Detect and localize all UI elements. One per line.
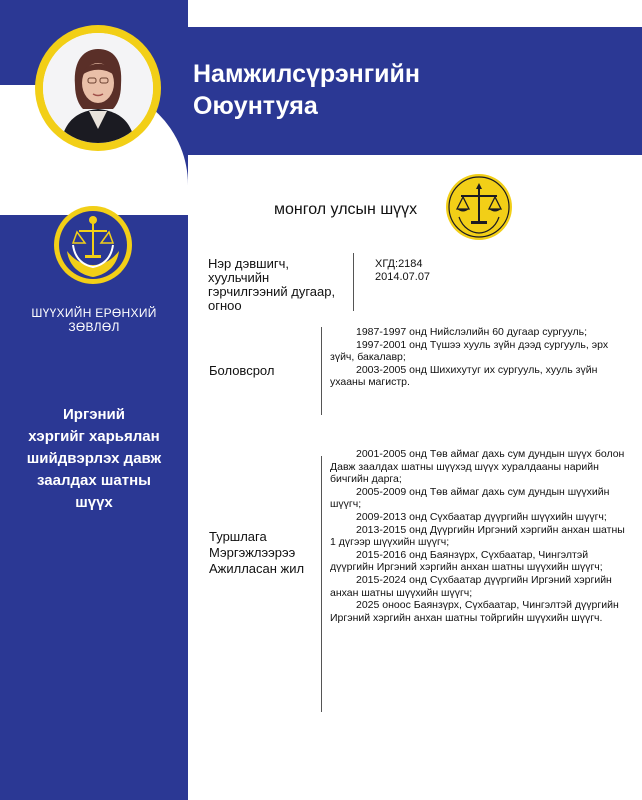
experience-item: 2015-2016 онд Баянзүрх, Сүхбаатар, Чингэлтэй дүүргийн Иргэний хэргийн анхан шатны шүүхийн шүүгч; bbox=[330, 548, 603, 574]
org-name-line-1: ШҮҮХИЙН ЕРӨНХИЙ bbox=[31, 306, 157, 320]
judge-photo bbox=[43, 33, 153, 143]
experience-item: 2001-2005 онд Төв аймаг дахь сум дундын шүүх болон Давж заалдах шатны шүүхэд шүүх хуралдааны нарийн бичгийн дарга; bbox=[330, 448, 625, 486]
education-divider bbox=[321, 327, 322, 415]
education-label: Боловсрол bbox=[209, 363, 275, 378]
experience-item: 2005-2009 онд Төв аймаг дахь сум дундын шүүхийн шүүгч; bbox=[330, 485, 610, 511]
experience-label-line-2: Мэргэжлээрээ bbox=[209, 545, 296, 560]
name-line-2: Оюунтуяа bbox=[193, 92, 318, 120]
court-line-4: заалдах шатны bbox=[37, 472, 151, 489]
court-line-2: хэргийг харьялан bbox=[28, 428, 160, 445]
experience-label-line-1: Туршлага bbox=[209, 529, 267, 544]
court-line-3: шийдвэрлэх давж bbox=[26, 450, 162, 467]
experience-list bbox=[330, 448, 628, 624]
org-name-line-2: ЗӨВЛӨЛ bbox=[68, 320, 120, 334]
experience-item: 2025 оноос Баянзүрх, Сүхбаатар, Чингэлтэй дүүргийн Иргэний хэргийн анхан шатны тойргийн шүүхийн шүүгч. bbox=[330, 599, 619, 624]
education-item: 1997-2001 онд Түшээ хууль зүйн дээд сургууль, эрх зүйч, бакалавр; bbox=[330, 338, 609, 364]
license-date: 2014.07.07 bbox=[375, 271, 431, 283]
license-label-line-3: гэрчилгээний дугаар, bbox=[208, 284, 336, 299]
license-label-line-2: хуульчийн bbox=[208, 270, 270, 285]
license-divider bbox=[353, 253, 354, 311]
license-value bbox=[375, 258, 430, 284]
council-name bbox=[18, 306, 170, 334]
name-line-1: Намжилсүрэнгийн bbox=[193, 60, 421, 88]
license-label bbox=[208, 257, 335, 313]
license-label-line-4: огноо bbox=[208, 298, 242, 313]
experience-item: 2013-2015 онд Дүүргийн Иргэний хэргийн анхан шатны 1 дүгээр шүүхийн шүүгч; bbox=[330, 523, 625, 549]
council-emblem-icon bbox=[53, 205, 133, 285]
experience-label-line-3: Ажилласан жил bbox=[209, 561, 305, 576]
education-item: 2003-2005 онд Шихихутуг их сургууль, хууль зүйн ухааны магистр. bbox=[330, 363, 598, 389]
experience-divider bbox=[321, 456, 322, 712]
experience-item: 2015-2024 онд Сүхбаатар дүүргийн Иргэний хэргийн анхан шатны шүүхийн шүүгч; bbox=[330, 573, 612, 599]
court-seal-icon bbox=[445, 173, 513, 241]
judge-name bbox=[193, 58, 420, 122]
education-list bbox=[330, 326, 626, 389]
experience-item: 2009-2013 онд Сүхбаатар дүүргийн шүүхийн шүүгч; bbox=[356, 510, 607, 523]
court-line-5: шүүх bbox=[75, 494, 113, 511]
experience-label bbox=[209, 529, 304, 577]
page-title: монгол улсын шүүх bbox=[274, 201, 418, 218]
court-line-1: Иргэний bbox=[63, 406, 125, 423]
license-number: ХГД:2184 bbox=[375, 258, 423, 270]
court-name bbox=[14, 404, 174, 514]
license-label-line-1: Нэр дэвшигч, bbox=[208, 256, 289, 271]
education-item: 1987-1997 онд Нийслэлийн 60 дугаар сургууль; bbox=[356, 326, 588, 338]
